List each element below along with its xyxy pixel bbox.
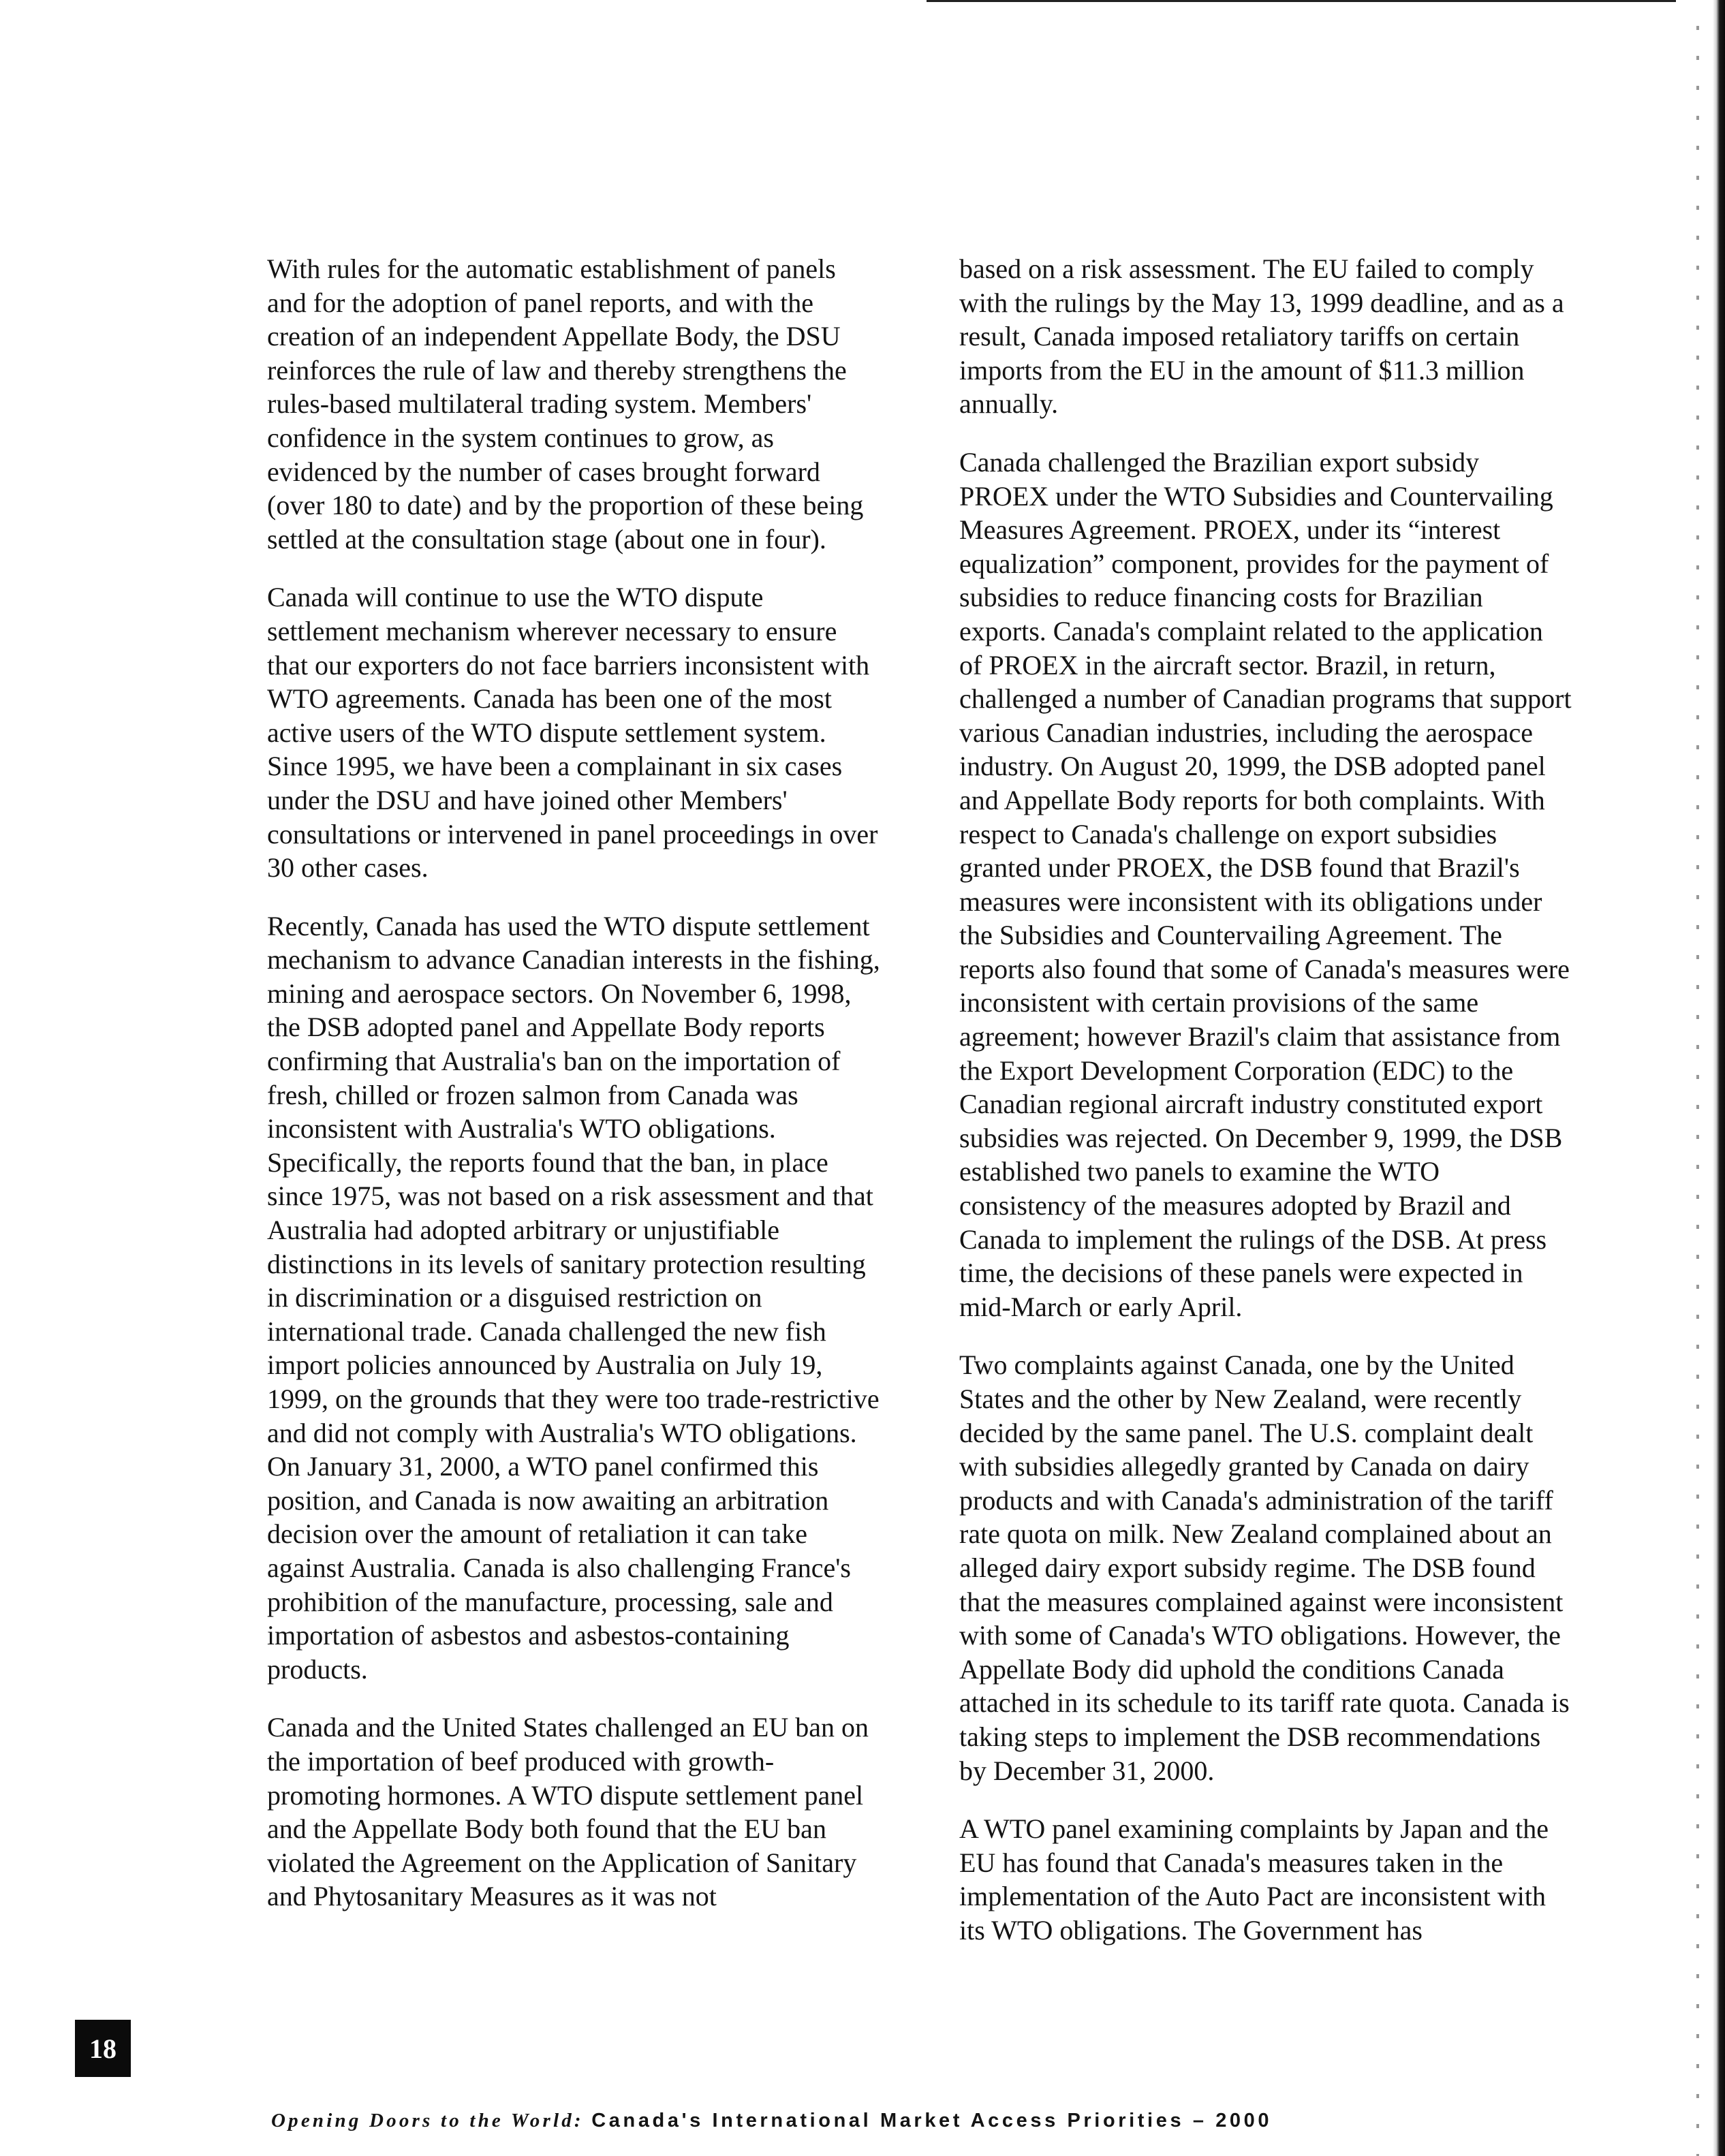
scan-top-edge [927,0,1676,2]
running-footer [271,2110,1272,2132]
right-column [959,252,1572,1972]
paragraph: Canada and the United States challenged an EU ban on the importation of beef produced with growth-promoting hormones. A WTO dispute settlement panel and the Appellate Body both found that the EU ban violated the Agreement on the Application of Sanitary and Phytosanitary Measures as it was not [267,1712,869,1912]
footer-title-rest: Canada's International Market Access Priorities – 2000 [591,2110,1273,2131]
paragraph: based on a risk assessment. The EU failed to comply with the rulings by the May 13, 1999 deadline, and as a result, Canada imposed retaliatory tariffs on certain imports from the EU in the amount of $11.3 million annually. [959,253,1564,420]
paragraph: Recently, Canada has used the WTO dispute settlement mechanism to advance Canadian interests in the fishing, mining and aerospace sectors. On November 6, 1998, the DSB adopted panel and Appellate Body reports confirming that Australia's ban on the importation of fresh, chilled or frozen salmon from Canada was inconsistent with Australia's WTO obligations. Specifically, the reports found that the ban, in place since 1975, was not based on a risk assessment and that Australia had adopted arbitrary or unjustifiable distinctions in its levels of sanitary protection resulting in discrimination or a disguised restriction on international trade. Canada challenged the new fish import policies announced by Australia on July 19, 1999, on the grounds that they were too trade-restrictive and did not comply with Australia's WTO obligations. On January 31, 2000, a WTO panel confirmed this position, and Canada is now awaiting an arbitration decision over the amount of retaliation it can take against Australia. Canada is also challenging France's prohibition of the manufacture, processing, sale and importation of asbestos and asbestos-containing products. [267,910,880,1685]
left-column [267,252,880,1938]
scan-right-edge [1713,0,1725,2156]
page-number: 18 [75,2020,131,2077]
paragraph: A WTO panel examining complaints by Japan and the EU has found that Canada's measures taken in the implementation of the Auto Pact are inconsistent with its WTO obligations. The Government has [959,1813,1549,1946]
paragraph: Two complaints against Canada, one by the United States and the other by New Zealand, were recently decided by the same panel. The U.S. complaint dealt with subsidies allegedly granted by Canada on dairy products and with Canada's administration of the tariff rate quota on milk. New Zealand complained about an alleged dairy export subsidy regime. The DSB found that the measures complained against were inconsistent with some of Canada's WTO obligations. However, the Appellate Body did uphold the conditions Canada attached in its schedule to its tariff rate quota. Canada is taking steps to implement the DSB recommendations by December 31, 2000. [959,1349,1570,1786]
paragraph: Canada challenged the Brazilian export subsidy PROEX under the WTO Subsidies and Countervailing Measures Agreement. PROEX, under its “interest equalization” component, provides for the payment of subsidies to reduce financing costs for Brazilian exports. Canada's complaint related to the application of PROEX in the aircraft sector. Brazil, in return, challenged a number of Canadian programs that support various Canadian industries, including the aerospace industry. On August 20, 1999, the DSB adopted panel and Appellate Body reports for both complaints. With respect to Canada's challenge on export subsidies granted under PROEX, the DSB found that Brazil's measures were inconsistent with its obligations under the Subsidies and Countervailing Agreement. The reports also found that some of Canada's measures were inconsistent with certain provisions of the same agreement; however Brazil's claim that assistance from the Export Development Corporation (EDC) to the Canadian regional aircraft industry constituted export subsidies was rejected. On December 9, 1999, the DSB established two panels to examine the WTO consistency of the measures adopted by Brazil and Canada to implement the rulings of the DSB. At press time, the decisions of these panels were expected in mid-March or early April. [959,446,1572,1322]
paragraph: Canada will continue to use the WTO dispute settlement mechanism wherever necessary to ensure that our exporters do not face barriers inconsistent with WTO agreements. Canada has been one of the most active users of the WTO dispute settlement system. Since 1995, we have been a complainant in six cases under the DSU and have joined other Members' consultations or intervened in panel proceedings in over 30 other cases. [267,582,878,884]
scan-binding-marks [1696,0,1699,2156]
paragraph: With rules for the automatic establishment of panels and for the adoption of panel reports, and with the creation of an independent Appellate Body, the DSU reinforces the rule of law and thereby strengthens the rules-based multilateral trading system. Members' confidence in the system continues to grow, as evidenced by the number of cases brought forward (over 180 to date) and by the proportion of these being settled at the consultation stage (about one in four). [267,253,864,554]
footer-title-italic: Opening Doors to the World: [271,2110,584,2131]
